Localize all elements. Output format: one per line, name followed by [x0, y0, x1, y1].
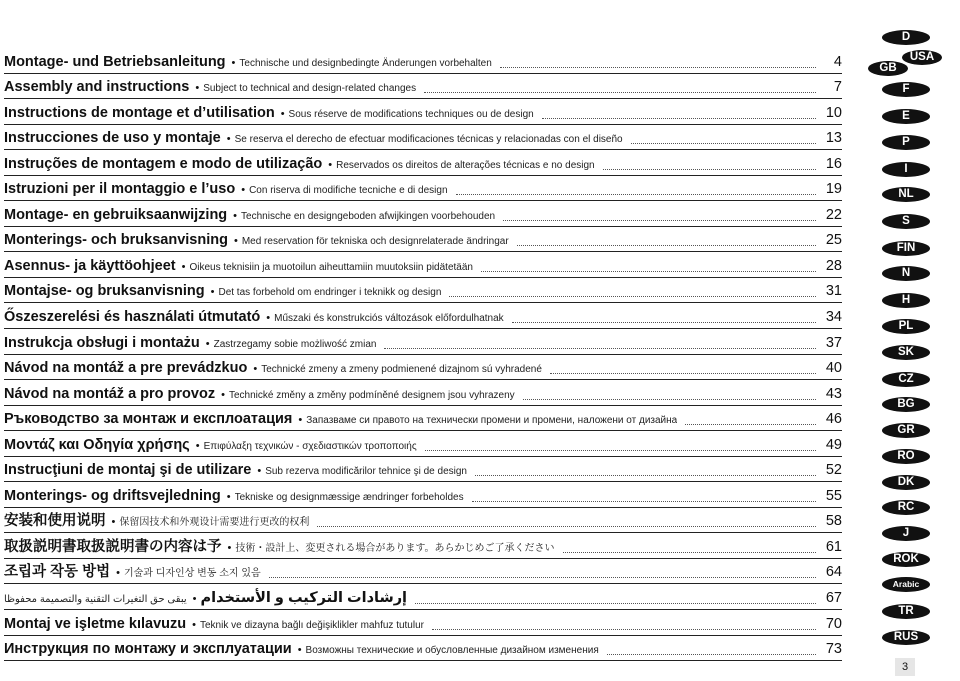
bullet-separator-icon: • — [253, 363, 258, 376]
toc-row[interactable] — [4, 610, 842, 636]
bullet-separator-icon: • — [192, 618, 196, 631]
bullet-separator-icon: • — [233, 235, 238, 248]
language-badge-arabic[interactable]: Arabic — [882, 577, 930, 592]
toc-page-number: 67 — [825, 590, 842, 607]
dot-leader — [603, 168, 816, 170]
bullet-separator-icon: • — [257, 465, 262, 478]
toc-row[interactable] — [4, 227, 842, 253]
toc-row[interactable] — [4, 584, 842, 610]
dot-leader — [269, 576, 816, 578]
toc-title: Monterings- og driftsvejledning — [4, 487, 221, 504]
dot-leader — [685, 423, 816, 425]
toc-subtitle: يبقى حق التغيرات التقنية والتصميمة محفوظا — [4, 594, 187, 606]
toc-row[interactable] — [4, 74, 842, 100]
toc-row[interactable] — [4, 252, 842, 278]
toc-subtitle: 技術・設計上、変更される場合があります。あらかじめご了承ください — [235, 542, 555, 554]
toc-subtitle: Det tas forbehold om endringer i teknikk og design — [218, 287, 442, 299]
bullet-separator-icon: • — [231, 56, 236, 69]
dot-leader — [475, 474, 816, 476]
toc-row[interactable] — [4, 150, 842, 176]
toc-subtitle: Műszaki és konstrukciós változások előfordulhatnak — [274, 313, 504, 325]
toc-title: 安装和使用说明 — [4, 513, 106, 530]
toc-subtitle: Se reserva el derecho de efectuar modificaciones técnicas y relacionadas con el diseño — [234, 134, 623, 146]
dot-leader — [500, 66, 816, 68]
toc-page-number: 7 — [833, 79, 842, 96]
toc-row[interactable] — [4, 533, 842, 559]
dot-leader — [503, 219, 816, 221]
toc-row[interactable] — [4, 303, 842, 329]
toc-title: Instrucţiuni de montaj şi de utilizare — [4, 462, 252, 479]
toc-page-number: 46 — [825, 411, 842, 428]
dot-leader — [563, 551, 816, 553]
toc-title: Instruções de montagem e modo de utilização — [4, 155, 323, 172]
toc-title: Návod na montáž a pro provoz — [4, 385, 216, 402]
toc-title: Őszeszerelési és használati útmutató — [4, 309, 261, 326]
dot-leader — [607, 653, 816, 655]
toc-title: Instrucciones de uso y montaje — [4, 130, 221, 147]
table-of-contents — [4, 48, 842, 661]
toc-title: Ръководство за монтаж и експлоатация — [4, 411, 293, 428]
language-badge-f[interactable]: F — [882, 82, 930, 97]
bullet-separator-icon: • — [205, 337, 210, 350]
language-badge-dk[interactable]: DK — [882, 475, 930, 490]
toc-subtitle: Возможны технические и обусловленные дизайном изменения — [305, 645, 599, 657]
dot-leader — [481, 270, 816, 272]
toc-row[interactable] — [4, 278, 842, 304]
language-sidebar — [858, 0, 960, 681]
toc-page-number: 64 — [825, 564, 842, 581]
toc-page-number: 19 — [825, 181, 842, 198]
toc-title: 조립과 작동 방법 — [4, 564, 111, 581]
bullet-separator-icon: • — [210, 286, 215, 299]
toc-title: Инструкция по монтажу и эксплуатации — [4, 641, 292, 658]
toc-title: Istruzioni per il montaggio e l’uso — [4, 181, 236, 198]
page-number: 3 — [895, 658, 915, 676]
toc-page-number: 43 — [825, 385, 842, 402]
toc-page-number: 49 — [825, 436, 842, 453]
toc-subtitle: Tekniske og designmæssige ændringer forbeholdes — [234, 491, 464, 503]
toc-row[interactable] — [4, 431, 842, 457]
toc-row[interactable] — [4, 457, 842, 483]
toc-row[interactable] — [4, 48, 842, 74]
toc-page-number: 16 — [825, 155, 842, 172]
toc-title: Montaj ve işletme kılavuzu — [4, 615, 187, 632]
toc-title: Návod na montáž a pre prevádzkuo — [4, 360, 248, 377]
language-badge-bg[interactable]: BG — [882, 397, 930, 412]
toc-subtitle: 保留因技术和外观设计需要进行更改的权利 — [119, 517, 310, 529]
toc-title: 取扱説明書取扱説明書の内容は予 — [4, 538, 222, 555]
bullet-separator-icon: • — [280, 107, 285, 120]
toc-page-number: 22 — [825, 206, 842, 223]
bullet-separator-icon: • — [227, 541, 232, 554]
language-badge-gr[interactable]: GR — [882, 423, 930, 438]
bullet-separator-icon: • — [233, 209, 238, 222]
language-badge-rc[interactable]: RC — [882, 500, 930, 515]
language-badge-e[interactable]: E — [882, 109, 930, 124]
toc-subtitle: Technické změny a změny podmíněné designem jsou vyhrazeny — [228, 389, 515, 401]
bullet-separator-icon: • — [195, 439, 200, 452]
toc-subtitle: Sous réserve de modifications techniques ou de design — [288, 108, 534, 120]
toc-title: Assembly and instructions — [4, 79, 190, 96]
toc-page-number: 55 — [825, 487, 842, 504]
toc-page-number: 28 — [825, 257, 842, 274]
bullet-separator-icon: • — [298, 414, 303, 427]
toc-row[interactable] — [4, 355, 842, 381]
toc-row[interactable] — [4, 380, 842, 406]
language-badge-p[interactable]: P — [882, 135, 930, 150]
bullet-separator-icon: • — [195, 82, 200, 95]
dot-leader — [384, 347, 816, 349]
language-badge-ro[interactable]: RO — [882, 449, 930, 464]
language-badge-pl[interactable]: PL — [882, 319, 930, 334]
language-badge-rok[interactable]: ROK — [882, 552, 930, 567]
toc-title: Montage- und Betriebsanleitung — [4, 53, 226, 70]
toc-page-number: 34 — [825, 309, 842, 326]
bullet-separator-icon: • — [192, 593, 197, 606]
toc-title: إرشادات التركيب و الأستخدام — [200, 590, 408, 607]
language-badge-h[interactable]: H — [882, 293, 930, 308]
toc-subtitle: Επιφύλαξη τεχνικών - σχεδιαστικών τροποποιής — [203, 440, 417, 452]
toc-page-number: 31 — [825, 283, 842, 300]
dot-leader — [317, 525, 816, 527]
toc-page-number: 37 — [825, 334, 842, 351]
bullet-separator-icon: • — [226, 133, 231, 146]
language-badge-gb[interactable]: GB — [868, 61, 908, 76]
language-badge-n[interactable]: N — [882, 266, 930, 281]
toc-subtitle: Con riserva di modifiche tecniche e di design — [249, 185, 448, 197]
toc-title: Instrukcja obsługi i montażu — [4, 334, 200, 351]
language-badge-usa[interactable]: USA — [902, 50, 942, 65]
toc-subtitle: Sub rezerva modificărilor tehnice şi de design — [265, 466, 467, 478]
language-badge-fin[interactable]: FIN — [882, 241, 930, 256]
toc-row[interactable] — [4, 99, 842, 125]
language-badge-i[interactable]: I — [882, 162, 930, 177]
bullet-separator-icon: • — [241, 184, 246, 197]
toc-page-number: 40 — [825, 360, 842, 377]
toc-row[interactable] — [4, 559, 842, 585]
language-badge-s[interactable]: S — [882, 214, 930, 229]
language-badge-rus[interactable]: RUS — [882, 630, 930, 645]
toc-subtitle: Technische en designgeboden afwijkingen voorbehouden — [241, 210, 496, 222]
dot-leader — [472, 500, 816, 502]
toc-row[interactable] — [4, 125, 842, 151]
language-badge-nl[interactable]: NL — [882, 187, 930, 202]
toc-row[interactable] — [4, 636, 842, 662]
bullet-separator-icon: • — [181, 260, 186, 273]
toc-subtitle: Technické zmeny a zmeny podmienené dizajnom sú vyhradené — [261, 364, 542, 376]
bullet-separator-icon: • — [328, 158, 333, 171]
toc-subtitle: Oikeus teknisiin ja muotoilun aiheuttamiin muutoksiin pidätetään — [189, 261, 473, 273]
bullet-separator-icon: • — [221, 388, 225, 401]
toc-page-number: 4 — [833, 53, 842, 70]
toc-subtitle: Teknik ve dizayna bağlı değişiklikler mahfuz tutulur — [199, 619, 424, 631]
toc-row[interactable] — [4, 176, 842, 202]
toc-subtitle: Запазваме си правото на технически промени и промени, наложени от дизайна — [306, 415, 678, 427]
dot-leader — [456, 193, 816, 195]
toc-page-number: 52 — [825, 462, 842, 479]
toc-title: Μοντάζ και Οδηγία χρήσης — [4, 436, 190, 453]
toc-subtitle: Reservados os direitos de alterações técnicas e no design — [336, 159, 595, 171]
language-badge-sk[interactable]: SK — [882, 345, 930, 360]
toc-page-number: 58 — [825, 513, 842, 530]
toc-page-number: 61 — [825, 538, 842, 555]
toc-title: Asennus- ja käyttöohjeet — [4, 257, 176, 274]
toc-subtitle: Subject to technical and design-related changes — [203, 83, 417, 95]
language-badge-cz[interactable]: CZ — [882, 372, 930, 387]
dot-leader — [415, 602, 816, 604]
dot-leader — [550, 372, 816, 374]
toc-row[interactable] — [4, 406, 842, 432]
toc-subtitle: Zastrzegamy sobie możliwość zmian — [213, 338, 377, 350]
dot-leader — [425, 449, 816, 451]
language-badge-tr[interactable]: TR — [882, 604, 930, 619]
toc-subtitle: Med reservation för tekniska och designrelaterade ändringar — [241, 236, 509, 248]
bullet-separator-icon: • — [111, 516, 116, 529]
bullet-separator-icon: • — [266, 312, 271, 325]
toc-title: Monterings- och bruksanvisning — [4, 232, 228, 249]
toc-title: Montage- en gebruiksaanwijzing — [4, 206, 228, 223]
toc-page-number: 70 — [825, 615, 842, 632]
dot-leader — [449, 295, 816, 297]
toc-page-number: 13 — [825, 130, 842, 147]
dot-leader — [512, 321, 816, 323]
toc-subtitle: 기술과 디자인상 변동 소지 있음 — [123, 568, 261, 580]
toc-page-number: 73 — [825, 641, 842, 658]
toc-title: Instructions de montage et d’utilisation — [4, 104, 275, 121]
toc-page-number: 25 — [825, 232, 842, 249]
language-badge-j[interactable]: J — [882, 526, 930, 541]
dot-leader — [631, 142, 816, 144]
bullet-separator-icon: • — [297, 644, 302, 657]
dot-leader — [542, 117, 816, 119]
toc-subtitle: Technische und designbedingte Änderungen vorbehalten — [239, 57, 492, 69]
toc-row[interactable] — [4, 508, 842, 534]
dot-leader — [517, 244, 816, 246]
dot-leader — [432, 628, 816, 630]
toc-page-number: 10 — [825, 104, 842, 121]
bullet-separator-icon: • — [226, 490, 231, 503]
toc-title: Montajse- og bruksanvisning — [4, 283, 205, 300]
toc-row[interactable] — [4, 482, 842, 508]
language-badge-d[interactable]: D — [882, 30, 930, 45]
toc-row[interactable] — [4, 201, 842, 227]
dot-leader — [523, 398, 816, 400]
toc-row[interactable] — [4, 329, 842, 355]
dot-leader — [424, 91, 816, 93]
bullet-separator-icon: • — [116, 567, 120, 580]
